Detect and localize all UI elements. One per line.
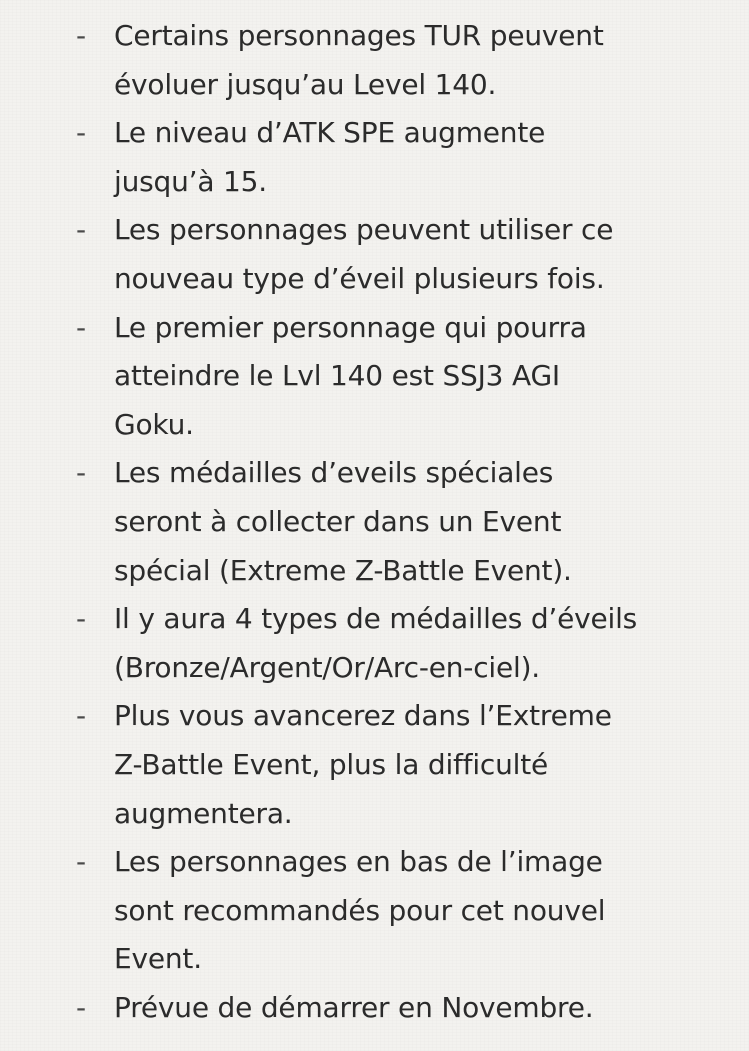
text-line: Les personnages peuvent utiliser ce	[114, 213, 614, 247]
text-line: Prévue de démarrer en Novembre.	[114, 990, 594, 1024]
list-item-text	[114, 109, 729, 206]
dash-bullet: -	[76, 213, 86, 247]
note-body	[0, 12, 749, 1032]
text-line: Il y aura 4 types de médailles d’éveils	[114, 602, 638, 636]
list-item	[0, 984, 749, 1033]
list-item	[0, 449, 749, 595]
list-item	[0, 12, 749, 109]
text-line: spécial (Extreme Z-Battle Event).	[114, 553, 572, 587]
dash-bullet: -	[76, 990, 86, 1024]
text-line: Certains personnages TUR peuvent	[114, 19, 604, 52]
text-line: Z-Battle Event, plus la difficulté	[114, 747, 549, 781]
list-item	[0, 692, 749, 838]
text-line: Event.	[114, 942, 202, 976]
dash-bullet: -	[76, 19, 86, 52]
text-line: atteindre le Lvl 140 est SSJ3 AGI	[114, 359, 560, 393]
text-line: évoluer jusqu’au Level 140.	[114, 67, 497, 101]
list-item-text	[114, 449, 729, 595]
text-line: Plus vous avancerez dans l’Extreme	[114, 699, 612, 733]
list-item-text	[114, 304, 729, 450]
list-item	[0, 109, 749, 206]
dash-bullet: -	[76, 310, 86, 344]
text-line: seront à collecter dans un Event	[114, 504, 562, 538]
dash-bullet: -	[76, 602, 86, 636]
text-line: nouveau type d’éveil plusieurs fois.	[114, 261, 605, 295]
text-line: Le premier personnage qui pourra	[114, 310, 587, 344]
list-item-text	[114, 984, 729, 1033]
text-line: Les médailles d’eveils spéciales	[114, 456, 554, 490]
list-item-text	[114, 595, 729, 692]
text-line: (Bronze/Argent/Or/Arc-en-ciel).	[114, 650, 541, 684]
list-item	[0, 838, 749, 984]
dash-bullet: -	[76, 456, 86, 490]
bullet-list	[0, 12, 749, 1032]
dash-bullet: -	[76, 116, 86, 150]
list-item-text	[114, 12, 729, 109]
text-line: Les personnages en bas de l’image	[114, 845, 603, 879]
list-item	[0, 206, 749, 303]
list-item	[0, 304, 749, 450]
text-line: augmentera.	[114, 796, 293, 830]
list-item-text	[114, 692, 729, 838]
list-item-text	[114, 838, 729, 984]
list-item-text	[114, 206, 729, 303]
text-line: Goku.	[114, 407, 194, 441]
text-line: sont recommandés pour cet nouvel	[114, 893, 606, 927]
text-line: Le niveau d’ATK SPE augmente	[114, 116, 546, 150]
dash-bullet: -	[76, 699, 86, 733]
text-line: jusqu’à 15.	[114, 164, 267, 198]
list-item	[0, 595, 749, 692]
dash-bullet: -	[76, 845, 86, 879]
